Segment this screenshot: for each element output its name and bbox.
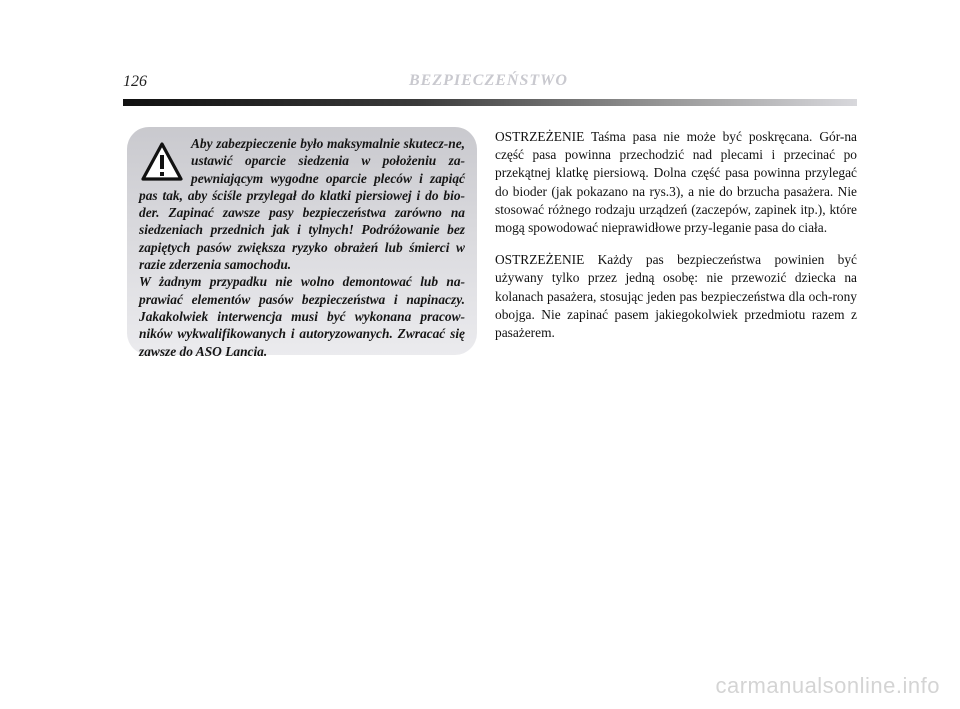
warning-paragraph-2: W żadnym przypadku nie wolno demontować lub na-prawiać elementów pasów bezpieczeństwa i napinaczy. Jakakolwiek interwencja musi być wykonana pracow-ników wykwalifikowanych i autoryzowanych. Zwracać się zawsze do ASO Lancia. [139,274,465,359]
page-number: 126 [123,73,147,90]
watermark: carmanualsonline.info [715,673,940,698]
section-title: BEZPIECZEŃSTWO [409,72,568,89]
body-paragraph-2: OSTRZEŻENIE Każdy pas bezpieczeństwa powinien być używany tylko przez jedną osobę: nie przewozić dziecka na kolanach pasażera, stosując jeden pas bezpieczeństwa dla och-rony obojga. Nie zapinać pasem jakiegokolwiek przedmiotu razem z pasażerem. [495,252,857,341]
body-paragraph-1: OSTRZEŻENIE Taśma pasa nie może być poskręcana. Gór-na część pasa powinna przechodzić nad plecami i przecinać po przekątnej klatkę piersiową. Dolna część pasa powinna przylegać do bioder (jak pokazano na rys.3), a nie do brzucha pasażera. Nie stosować różnego rodzaju urządzeń (zaczepów, zapinek itp.), które mogą spowodować nieprawidłowe przy-leganie pasa do ciała. [495,129,857,236]
warning-text [139,135,465,360]
header-rule [123,99,857,106]
warning-box [127,127,477,359]
warning-paragraph-1: Aby zabezpieczenie było maksymalnie skutecz-ne, ustawić oparcie siedzenia w położeniu za-pewniającym wygodne oparcie pleców i zapiąć pas tak, aby ściśle przylegał do klatki piersiowej i do bio-der. Zapinać zawsze pasy bezpieczeństwa zarówno na siedzeniach przednich jak i tylnych! Podróżowanie bez zapiętych pasów zwiększa ryzyko obrażeń lub śmierci w razie zderzenia samochodu. [139,136,465,273]
warning-triangle-icon [141,141,183,183]
body-column [495,128,857,356]
